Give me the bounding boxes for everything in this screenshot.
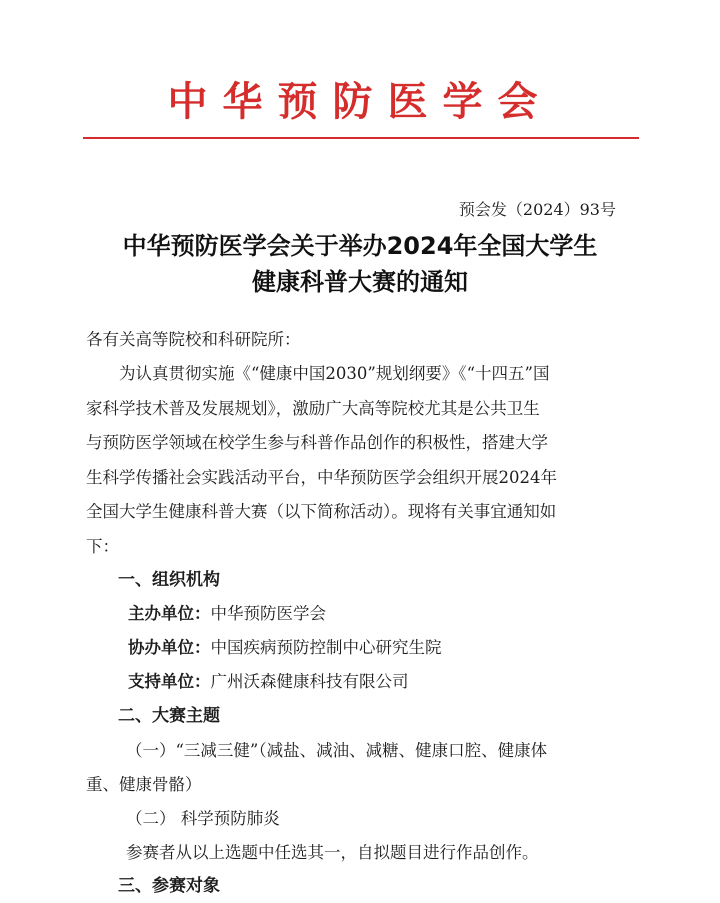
intro-line: 下： bbox=[86, 536, 119, 556]
notice-title-line-2: 健康科普大赛的通知 bbox=[252, 268, 468, 296]
co-organizer-value: 中国疾病预防控制中心研究生院 bbox=[210, 638, 442, 657]
section-heading-theme: 二、大赛主题 bbox=[118, 706, 220, 726]
intro-paragraph bbox=[86, 357, 636, 564]
co-organizer-label: 协办单位： bbox=[128, 638, 211, 657]
organizer-value: 中华预防医学会 bbox=[210, 604, 326, 623]
intro-line: 全国大学生健康科普大赛（以下简称活动）。现将有关事宜通知如 bbox=[86, 502, 557, 521]
section-heading-organization: 一、组织机构 bbox=[118, 570, 220, 590]
intro-line: 为认真贯彻实施《“健康中国2030”规划纲要》《“十四五”国 bbox=[119, 364, 550, 383]
section-heading-participants: 三、参赛对象 bbox=[118, 876, 220, 896]
intro-line: 家科学技术普及发展规划》，激励广大高等院校尤其是公共卫生 bbox=[86, 398, 540, 418]
topic-2: （二） 科学预防肺炎 bbox=[126, 809, 280, 828]
organizer-row bbox=[128, 597, 326, 631]
notice-title-line-1: 中华预防医学会关于举办2024年全国大学生 bbox=[122, 232, 598, 260]
supporter-label: 支持单位： bbox=[128, 672, 211, 691]
topic-1-line-2: 重、健康骨骼） bbox=[86, 775, 202, 794]
salutation: 各有关高等院校和科研院所： bbox=[86, 330, 301, 349]
document-number: 预会发（2024）93号 bbox=[458, 200, 616, 219]
topic-note: 参赛者从以上选题中任选其一，自拟题目进行作品创作。 bbox=[126, 843, 539, 862]
notice-title bbox=[0, 228, 720, 300]
letterhead-title: 中华预防医学会 bbox=[167, 78, 553, 125]
topic-1-line-1: （一）“三减三健”（减盐、减油、减糖、健康口腔、健康体 bbox=[126, 741, 548, 760]
supporter-value: 广州沃森健康科技有限公司 bbox=[210, 672, 409, 691]
organizer-label: 主办单位： bbox=[128, 604, 211, 623]
intro-line: 与预防医学领域在校学生参与科普作品创作的积极性，搭建大学 bbox=[86, 433, 548, 452]
co-organizer-row bbox=[128, 631, 442, 665]
letterhead-red-rule bbox=[83, 137, 639, 139]
supporter-row bbox=[128, 665, 409, 699]
intro-line: 生科学传播社会实践活动平台，中华预防医学会组织开展2024年 bbox=[86, 467, 557, 487]
